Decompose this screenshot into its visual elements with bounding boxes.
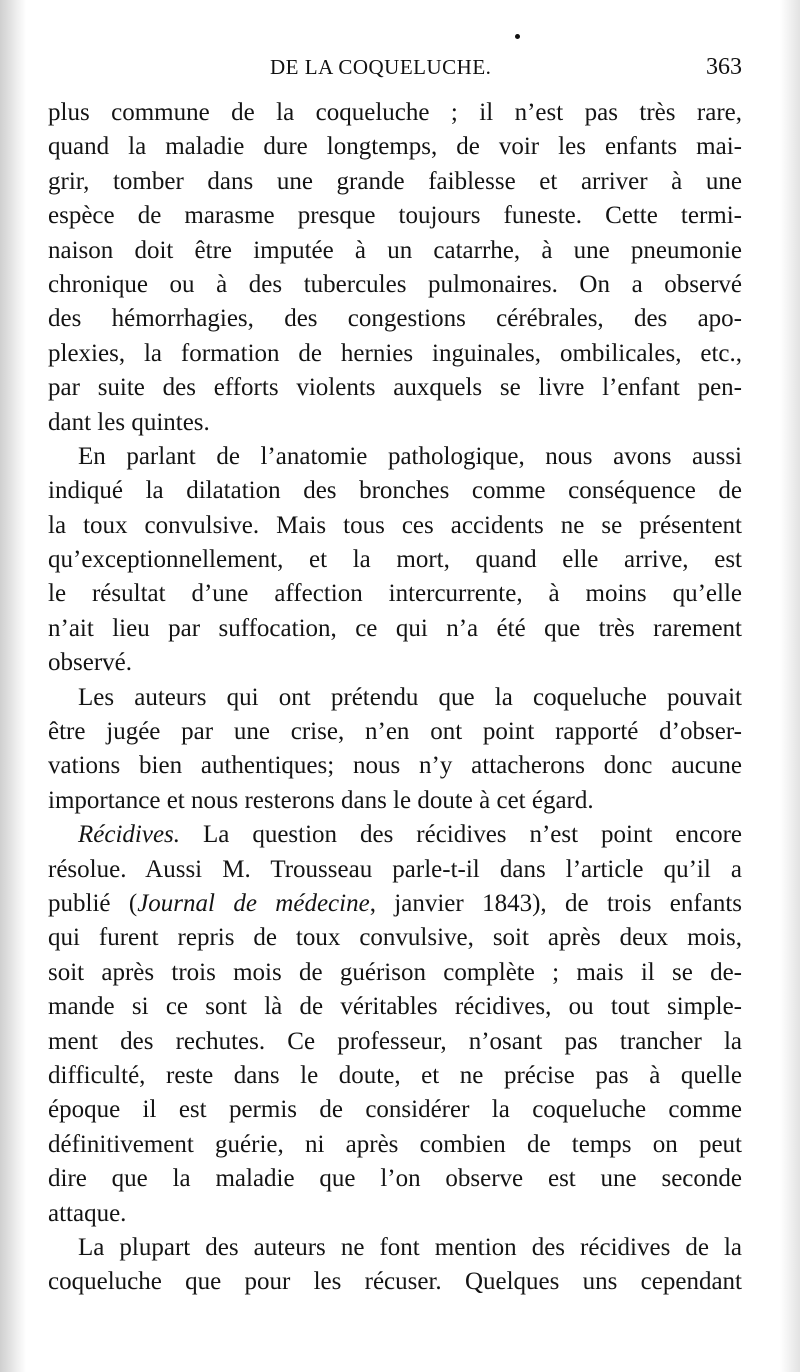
text-line bbox=[48, 818, 742, 852]
text-line: soit après trois mois de guérison complète ; mais il se de- bbox=[48, 958, 742, 986]
text-line: résolue. Aussi M. Trousseau parle-t-il dans l’article qu’il a bbox=[48, 855, 742, 883]
text-line: grir, tomber dans une grande faiblesse et arriver à une bbox=[48, 167, 742, 195]
text-line: qui furent repris de toux convulsive, soit après deux mois, bbox=[48, 924, 742, 952]
text-line: coqueluche que pour les récuser. Quelques uns cependant bbox=[48, 1268, 742, 1296]
page-gutter-shadow bbox=[0, 0, 26, 1372]
text-line: naison doit être imputée à un catarrhe, à une pneumonie bbox=[48, 236, 742, 264]
text-line: par suite des efforts violents auxquels se livre l’enfant pen- bbox=[48, 374, 742, 402]
text-line: attaque. bbox=[48, 1199, 127, 1227]
text-line: qu’exceptionnellement, et la mort, quand elle arrive, est bbox=[48, 546, 742, 574]
text-line: espèce de marasme presque toujours funeste. Cette termi- bbox=[48, 202, 742, 230]
text-line-segment: publié ( bbox=[48, 889, 138, 917]
text-line: mande si ce sont là de véritables récidives, ou tout simple- bbox=[48, 993, 742, 1021]
text-line: plus commune de la coqueluche ; il n’est pas très rare, bbox=[48, 99, 742, 126]
text-line: dire que la maladie que l’on observe est une seconde bbox=[48, 1165, 742, 1193]
italic-segment: Journal de médecine bbox=[137, 889, 370, 917]
text-line: le résultat d’une affection intercurrente, à moins qu’elle bbox=[48, 580, 742, 608]
text-line: observé. bbox=[48, 649, 132, 677]
text-line: Les auteurs qui ont prétendu que la coqueluche pouvait bbox=[78, 683, 742, 711]
text-line: La plupart des auteurs ne font mention des récidives de la bbox=[78, 1233, 742, 1261]
text-line-segment: , janvier 1843), de trois enfants bbox=[369, 889, 742, 917]
text-line: indiqué la dilatation des bronches comme conséquence de bbox=[48, 477, 742, 505]
text-line: la toux convulsive. Mais tous ces accidents ne se présentent bbox=[48, 511, 742, 539]
text-line: importance et nous resterons dans le doute à cet égard. bbox=[48, 786, 594, 814]
text-line: vations bien authentiques; nous n’y attacherons donc aucune bbox=[48, 752, 742, 780]
text-line: définitivement guérie, ni après combien de temps on peut bbox=[48, 1130, 742, 1158]
text-line bbox=[48, 887, 742, 921]
page-header bbox=[48, 50, 742, 84]
italic-segment: Récidives. bbox=[78, 821, 181, 849]
text-line-segment: La question des récidives n’est point encore bbox=[180, 821, 742, 849]
ink-speck bbox=[515, 34, 520, 39]
body-text bbox=[48, 96, 742, 1300]
text-line: quand la maladie dure longtemps, de voir les enfants mai- bbox=[48, 133, 742, 161]
text-line: n’ait lieu par suffocation, ce qui n’a été que très rarement bbox=[48, 614, 742, 642]
text-line: chronique ou à des tubercules pulmonaires. On a observé bbox=[48, 270, 742, 298]
text-line: difficulté, reste dans le doute, et ne précise pas à quelle bbox=[48, 1061, 742, 1089]
text-line: des hémorrhagies, des congestions cérébrales, des apo- bbox=[48, 305, 742, 333]
text-line: ment des rechutes. Ce professeur, n’osant pas trancher la bbox=[48, 1027, 742, 1055]
text-line: plexies, la formation de hernies inguinales, ombilicales, etc., bbox=[48, 339, 742, 367]
text-line: dant les quintes. bbox=[48, 408, 210, 436]
running-title: DE LA COQUELUCHE. bbox=[270, 55, 492, 79]
page-edge-shadow bbox=[780, 0, 800, 1372]
text-line: être jugée par une crise, n’en ont point rapporté d’obser- bbox=[48, 718, 742, 746]
text-line: En parlant de l’anatomie pathologique, nous avons aussi bbox=[78, 442, 742, 470]
text-line: époque il est permis de considérer la coqueluche comme bbox=[48, 1096, 742, 1124]
page-number: 363 bbox=[706, 54, 742, 80]
